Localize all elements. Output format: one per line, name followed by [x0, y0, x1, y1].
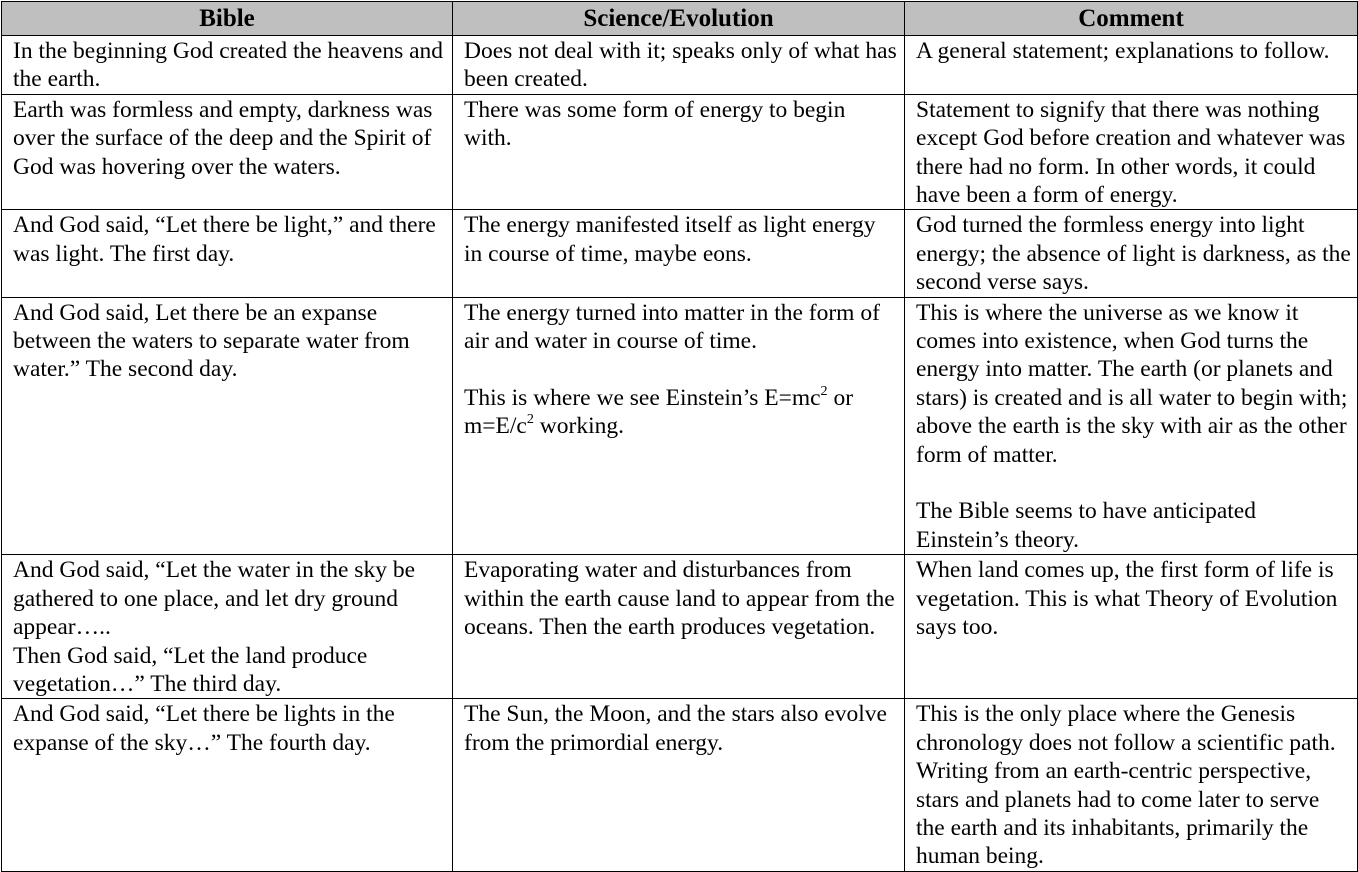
equation-text: or m=E/c — [464, 384, 854, 440]
superscript: 2 — [820, 382, 828, 399]
cell-science: The Sun, the Moon, and the stars also evolve from the primordial energy. — [453, 699, 905, 871]
header-comment: Comment — [905, 2, 1358, 36]
header-bible: Bible — [2, 2, 453, 36]
science-paragraph: The energy turned into matter in the form of air and water in course of time. — [464, 299, 880, 355]
table-header — [2, 2, 1358, 36]
table-row — [2, 297, 1358, 555]
cell-bible: And God said, “Let there be light,” and there was light. The first day. — [2, 210, 453, 297]
header-science-evolution: Science/Evolution — [453, 2, 905, 36]
table-row — [2, 210, 1358, 297]
superscript: 2 — [526, 411, 534, 428]
cell-science: Does not deal with it; speaks only of what has been created. — [453, 36, 905, 95]
table-body — [2, 36, 1358, 872]
comment-paragraph: This is where the universe as we know it comes into existence, when God turns the energy into matter. The earth (or planets and stars) is created and is all water to begin with; above the earth is the sky with air as the other form of matter. — [916, 299, 1348, 468]
comment-paragraph: The Bible seems to have anticipated Einstein’s theory. — [916, 498, 1256, 553]
cell-comment: This is the only place where the Genesis chronology does not follow a scientific path. Writing from an earth-centric perspective, stars and planets had to come later to serve the earth and its inhabitants, primarily the human being. — [905, 699, 1358, 871]
comparison-table — [1, 1, 1358, 872]
table-row — [2, 94, 1358, 210]
cell-bible: And God said, Let there be an expanse between the waters to separate water from water.” The second day. — [2, 297, 453, 555]
equation-text: This is where we see Einstein’s E=mc — [464, 384, 821, 411]
header-row — [2, 2, 1358, 36]
cell-comment — [905, 297, 1358, 555]
cell-comment: A general statement; explanations to follow. — [905, 36, 1358, 95]
cell-science — [453, 297, 905, 555]
science-equation-paragraph — [464, 384, 898, 441]
cell-bible — [2, 555, 453, 699]
table-row — [2, 699, 1358, 871]
cell-bible: And God said, “Let there be lights in the expanse of the sky…” The fourth day. — [2, 699, 453, 871]
table-row — [2, 36, 1358, 95]
equation-text: working. — [533, 413, 624, 440]
cell-science: There was some form of energy to begin with. — [453, 94, 905, 210]
table-row — [2, 555, 1358, 699]
cell-comment: Statement to signify that there was nothing except God before creation and whatever was there had no form. In other words, it could have been a form of energy. — [905, 94, 1358, 210]
bible-paragraph: And God said, “Let the water in the sky be gathered to one place, and let dry ground appear….. — [13, 557, 416, 641]
bible-paragraph: Then God said, “Let the land produce vegetation…” The third day. — [13, 642, 368, 697]
cell-science: Evaporating water and disturbances from within the earth cause land to appear from the oceans. Then the earth produces vegetation. — [453, 555, 905, 699]
paragraph-gap — [464, 355, 898, 383]
cell-comment: God turned the formless energy into light energy; the absence of light is darkness, as the second verse says. — [905, 210, 1358, 297]
paragraph-gap — [916, 469, 1351, 497]
cell-bible: In the beginning God created the heavens and the earth. — [2, 36, 453, 95]
cell-bible: Earth was formless and empty, darkness was over the surface of the deep and the Spirit of God was hovering over the waters. — [2, 94, 453, 210]
cell-comment: When land comes up, the first form of life is vegetation. This is what Theory of Evolution says too. — [905, 555, 1358, 699]
cell-science: The energy manifested itself as light energy in course of time, maybe eons. — [453, 210, 905, 297]
